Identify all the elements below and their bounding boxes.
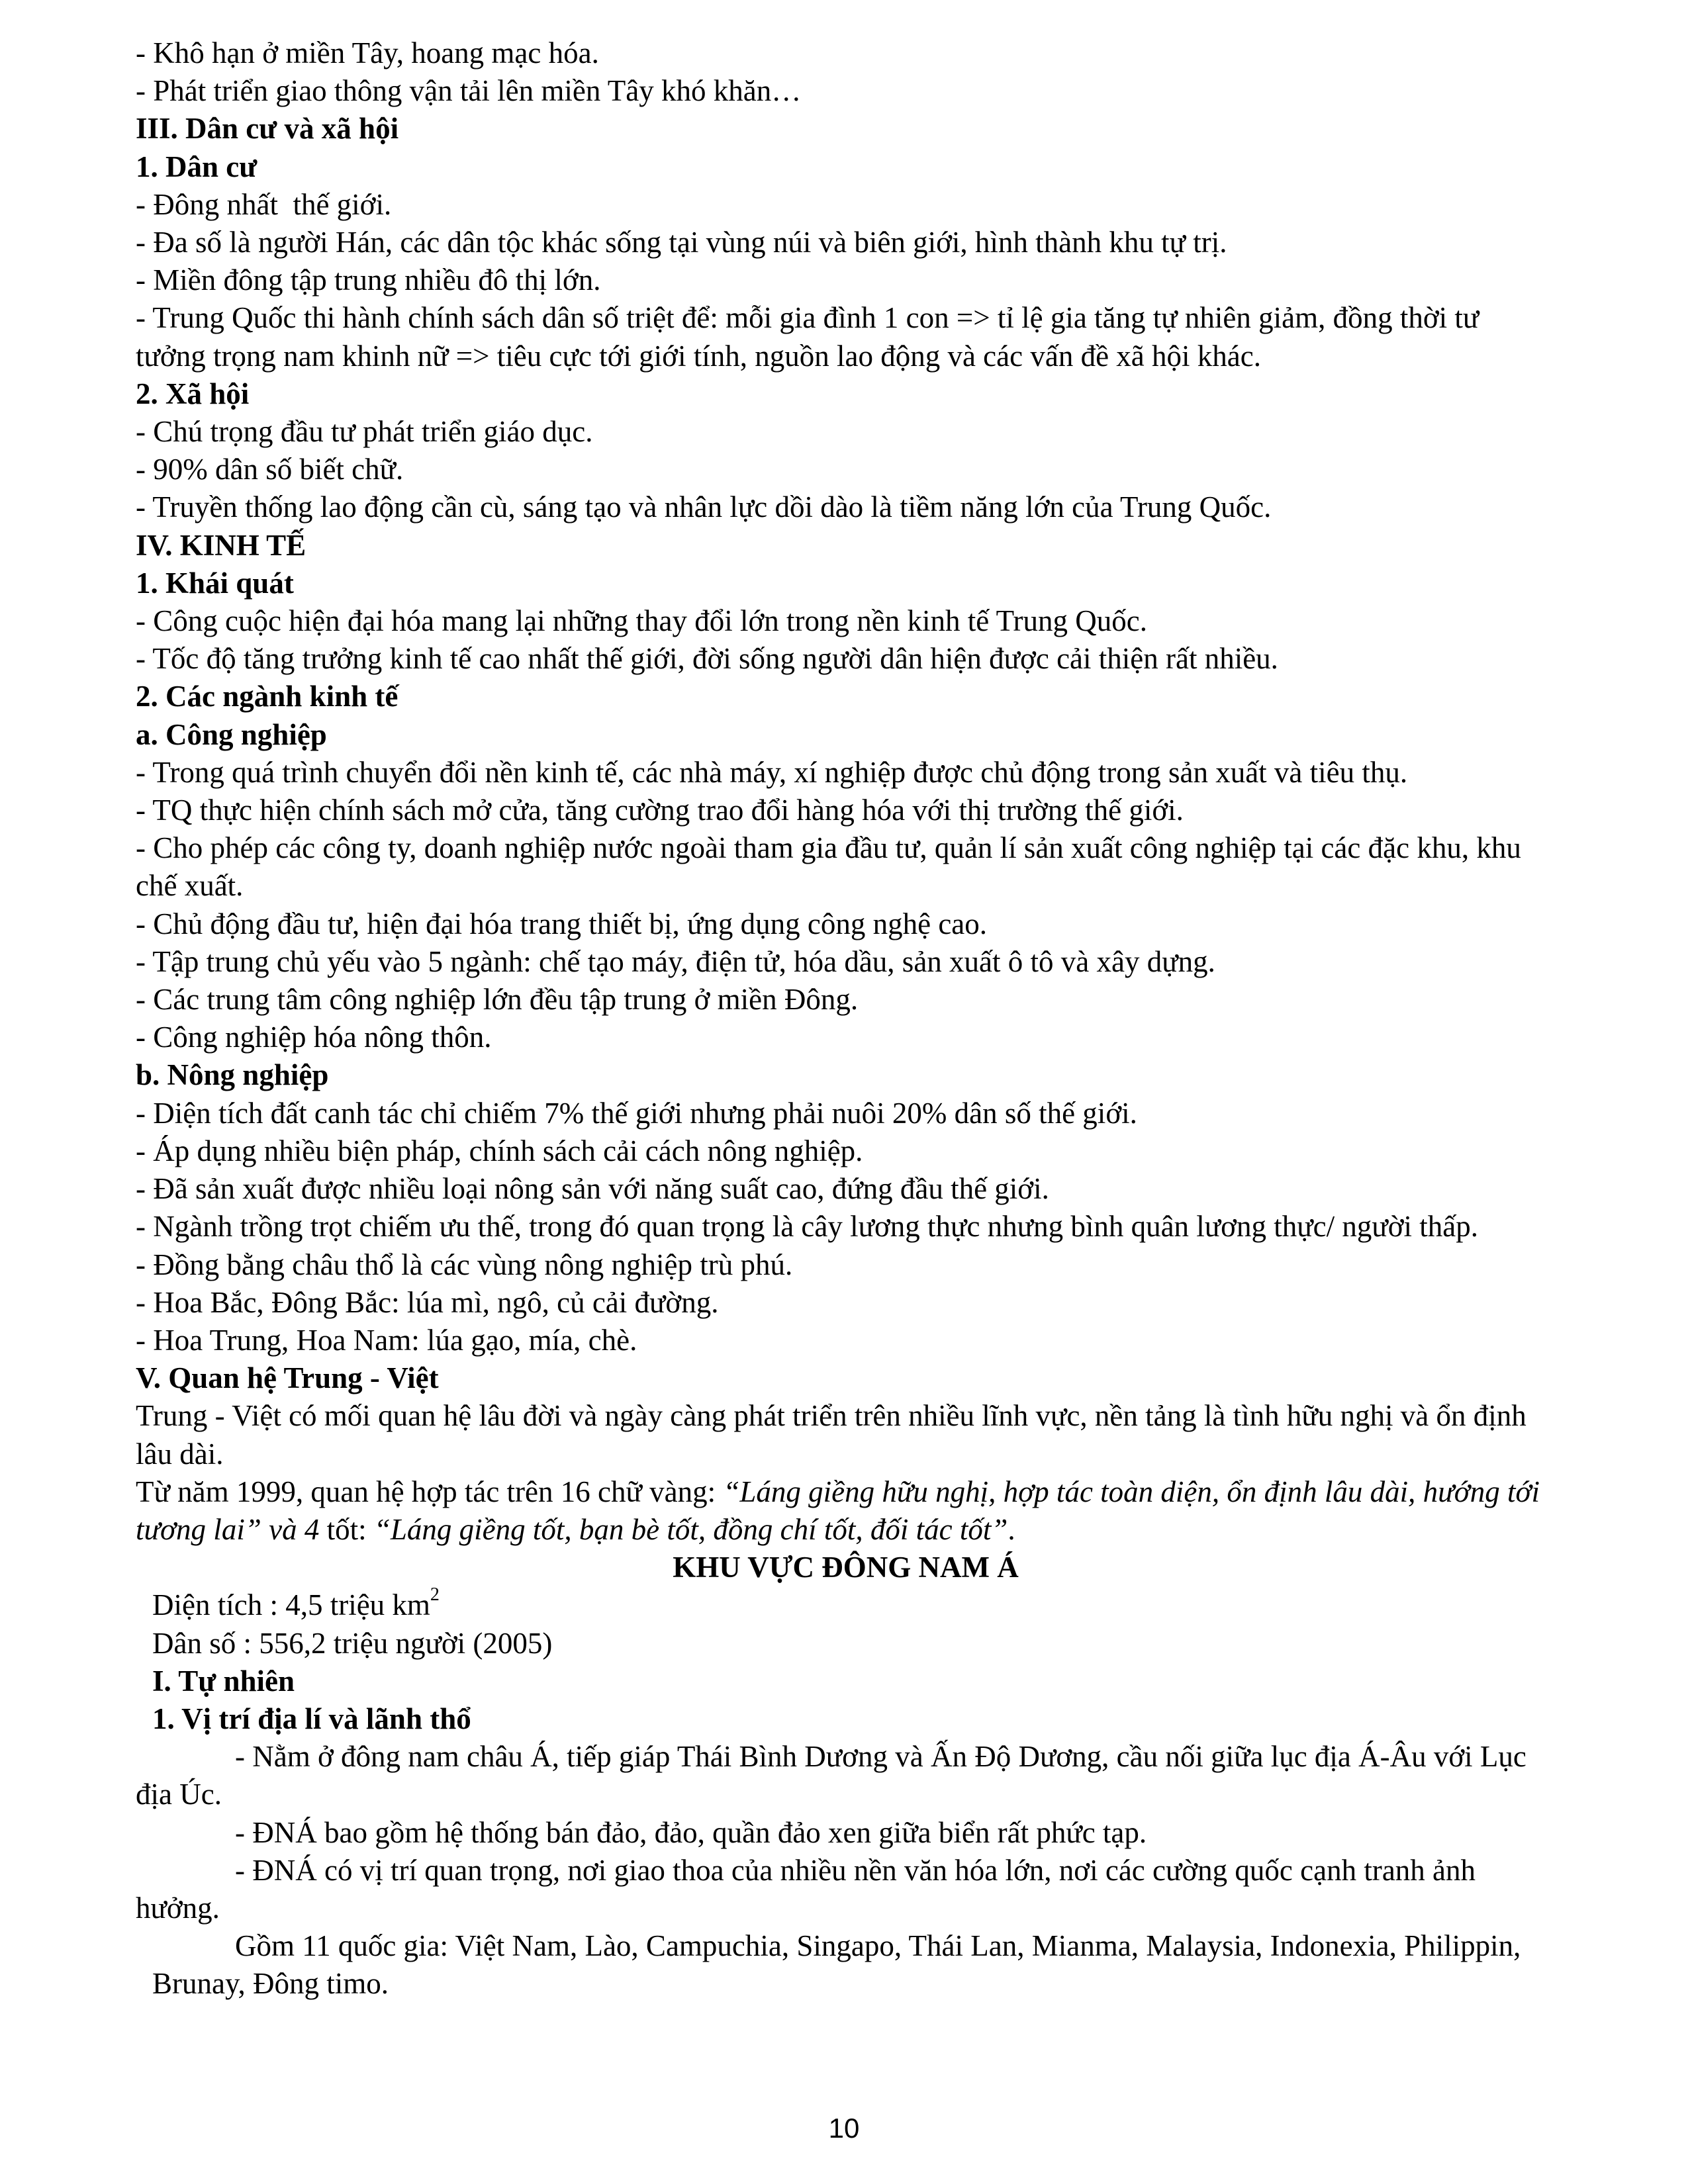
text-paragraph: Trung - Việt có mối quan hệ lâu đời và ngày càng phát triển trên nhiều lĩnh vực, nền tảng là tình hữu nghị và ổn định lâu dài. xyxy=(136,1399,1534,1471)
text-line: - Hoa Trung, Hoa Nam: lúa gạo, mía, chè. xyxy=(136,1323,637,1357)
section-heading: V. Quan hệ Trung - Việt xyxy=(136,1361,439,1395)
area-line xyxy=(136,1586,1556,1624)
golden-suffix: . xyxy=(1008,1512,1015,1546)
position-item: - ĐNÁ có vị trí quan trọng, nơi giao thoa của nhiều nền văn hóa lớn, nơi các cường quốc cạnh tranh ảnh hưởng. xyxy=(136,1853,1483,1925)
golden-prefix: Từ năm 1999, quan hệ hợp tác trên 16 chữ vàng: xyxy=(136,1475,724,1508)
document-page xyxy=(136,34,1556,2003)
text-line: - Chủ động đầu tư, hiện đại hóa trang thiết bị, ứng dụng công nghệ cao. xyxy=(136,907,988,940)
subsection-heading: 2. Các ngành kinh tế xyxy=(136,680,399,713)
golden-principles-paragraph xyxy=(136,1473,1556,1549)
region-title: KHU VỰC ĐÔNG NAM Á xyxy=(673,1551,1019,1584)
golden-quote-4: “Láng giềng tốt, bạn bè tốt, đồng chí tốt, đối tác tốt” xyxy=(373,1512,1008,1546)
position-item: - ĐNÁ bao gồm hệ thống bán đảo, đảo, quần đảo xen giữa biển rất phức tạp. xyxy=(235,1815,1147,1849)
text-line: - Đồng bằng châu thổ là các vùng nông nghiệp trù phú. xyxy=(136,1248,793,1281)
golden-quote-16: “Láng giềng hữu nghị, hợp tác toàn diện, ổn định lâu dài, hướng tới tương lai” và 4 xyxy=(136,1475,1548,1546)
text-line: - Tập trung chủ yếu vào 5 ngành: chế tạo máy, điện tử, hóa dầu, sản xuất ô tô và xây dựng. xyxy=(136,944,1215,978)
text-line: - Phát triển giao thông vận tải lên miền Tây khó khăn… xyxy=(136,74,802,108)
section-heading: IV. KINH TẾ xyxy=(136,528,306,562)
text-line: - Trong quá trình chuyển đổi nền kinh tế, các nhà máy, xí nghiệp được chủ động trong sản xuất và tiêu thụ. xyxy=(136,755,1408,789)
subsection-heading: 1. Dân cư xyxy=(136,150,258,183)
text-paragraph: - Ngành trồng trọt chiếm ưu thế, trong đó quan trọng là cây lương thực nhưng bình quân lương thực/ người thấp. xyxy=(136,1210,1479,1244)
section-heading: I. Tự nhiên xyxy=(152,1664,295,1698)
page-number: 10 xyxy=(828,2113,860,2144)
subsection-heading: b. Nông nghiệp xyxy=(136,1058,329,1092)
text-line: - Hoa Bắc, Đông Bắc: lúa mì, ngô, củ cải đường. xyxy=(136,1285,719,1319)
text-line: - Các trung tâm công nghiệp lớn đều tập trung ở miền Đông. xyxy=(136,983,859,1017)
area-superscript: 2 xyxy=(430,1584,440,1606)
text-line: - Truyền thống lao động cần cù, sáng tạo và nhân lực dồi dào là tiềm năng lớn của Trung Quốc. xyxy=(136,490,1272,524)
text-line: - Công cuộc hiện đại hóa mang lại những thay đổi lớn trong nền kinh tế Trung Quốc. xyxy=(136,604,1147,638)
population-line: Dân số : 556,2 triệu người (2005) xyxy=(152,1626,553,1660)
text-line: - Đa số là người Hán, các dân tộc khác sống tại vùng núi và biên giới, hình thành khu tự trị. xyxy=(136,226,1227,259)
text-paragraph: - Trung Quốc thi hành chính sách dân số triệt để: mỗi gia đình 1 con => tỉ lệ gia tăng tự nhiên giảm, đồng thời tư tưởng trọng nam khinh nữ => tiêu cực tới giới tính, nguồn lao động và các vấn đề xã hội khác. xyxy=(136,301,1487,373)
section-heading: III. Dân cư và xã hội xyxy=(136,112,399,146)
subsection-heading: 1. Khái quát xyxy=(136,566,294,600)
countries-paragraph: Gồm 11 quốc gia: Việt Nam, Lào, Campuchia, Singapo, Thái Lan, Mianma, Malaysia, Indonexia, Philippin, Brunay, Đông timo. xyxy=(152,1929,1528,2001)
text-line: - Chú trọng đầu tư phát triển giáo dục. xyxy=(136,415,593,449)
text-line: - Khô hạn ở miền Tây, hoang mạc hóa. xyxy=(136,36,599,69)
subsection-heading: a. Công nghiệp xyxy=(136,717,327,751)
text-line: - Công nghiệp hóa nông thôn. xyxy=(136,1021,492,1054)
text-line: - TQ thực hiện chính sách mở cửa, tăng cường trao đổi hàng hóa với thị trường thế giới. xyxy=(136,794,1184,827)
text-line: - Áp dụng nhiều biện pháp, chính sách cải cách nông nghiệp. xyxy=(136,1134,863,1167)
text-line: - Đã sản xuất được nhiều loại nông sản với năng suất cao, đứng đầu thế giới. xyxy=(136,1172,1049,1206)
text-line: - 90% dân số biết chữ. xyxy=(136,453,404,486)
subsection-heading: 2. Xã hội xyxy=(136,377,250,410)
position-item: - Nằm ở đông nam châu Á, tiếp giáp Thái Bình Dương và Ấn Độ Dương, cầu nối giữa lục địa Á-Âu với Lục địa Úc. xyxy=(136,1740,1534,1811)
text-line: - Diện tích đất canh tác chỉ chiếm 7% thế giới nhưng phải nuôi 20% dân số thế giới. xyxy=(136,1096,1137,1130)
area-label: Diện tích : 4,5 triệu km xyxy=(152,1588,430,1622)
text-paragraph: - Cho phép các công ty, doanh nghiệp nước ngoài tham gia đầu tư, quản lí sản xuất công nghiệp tại các đặc khu, khu chế xuất. xyxy=(136,831,1529,903)
golden-middle: tốt: xyxy=(319,1512,374,1546)
text-line: - Tốc độ tăng trưởng kinh tế cao nhất thế giới, đời sống người dân hiện được cải thiện rất nhiều. xyxy=(136,642,1278,676)
text-line: - Đông nhất thế giới. xyxy=(136,187,392,221)
subsection-heading: 1. Vị trí địa lí và lãnh thổ xyxy=(152,1702,471,1735)
text-line: - Miền đông tập trung nhiều đô thị lớn. xyxy=(136,263,601,297)
